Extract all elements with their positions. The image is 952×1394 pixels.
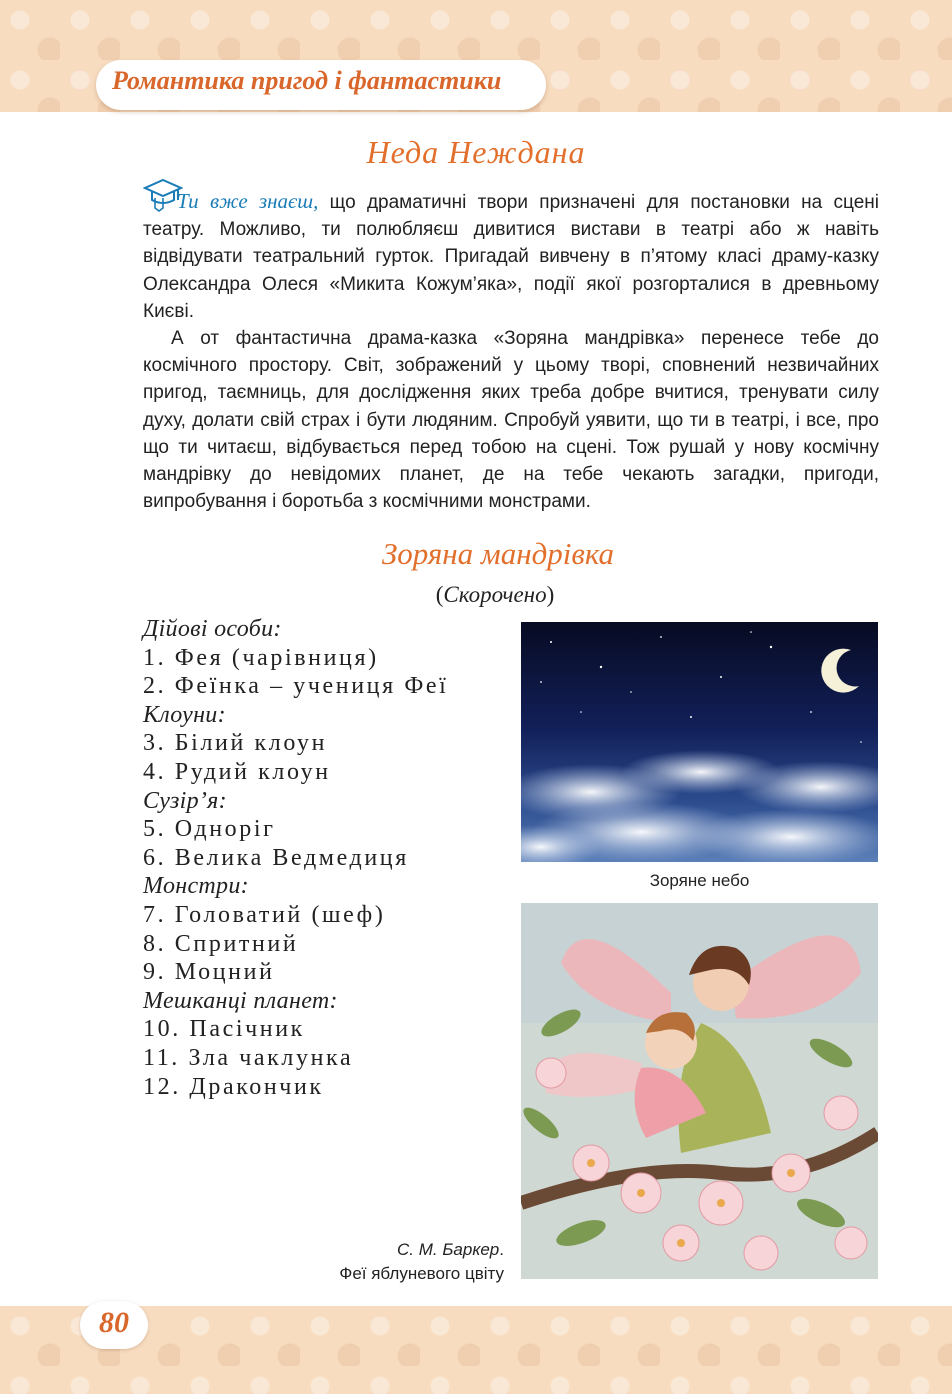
cast-item: 11. Зла чаклунка [143, 1044, 354, 1071]
cast-item: 9. Моцний [143, 959, 275, 986]
section-title: Романтика пригод і фантастики [112, 66, 502, 95]
you-already-know-label: Ти вже знаєш, [177, 189, 319, 213]
cast-group-heading: Монстри: [143, 873, 249, 900]
intro-paragraph-2: А от фантастична драма-казка «Зоряна мандрівка» перенесе тебе до космічного простору. Світ, зображений у цьому творі, сповнений незвичайних пригод, таємниць, для дослідження яких треба добре вчитися, тренувати силу духу, долати свій страх і бути людяним. Спробуй уявити, що ти в театрі, і все, про що ти читаєш, відбувається перед тобою на сцені. Тож рушай у нову космічну мандрівку до невідомих планет, де на тебе чекають загадки, пригоди, випробування і боротьба з космічними монстрами. [143, 328, 879, 513]
cast-item: 4. Рудий клоун [143, 758, 331, 785]
intro-text [143, 188, 879, 515]
cast-heading: Дійові особи: [143, 616, 282, 642]
cast-group-heading: Сузір’я: [143, 787, 227, 814]
page-number: 80 [99, 1306, 129, 1339]
cast-item: 2. Феїнка – учениця Феї [143, 673, 449, 700]
cast-item: 3. Білий клоун [143, 730, 328, 757]
fairies-caption-title: Феї яблуневого цвіту [339, 1264, 504, 1283]
starry-sky-image [521, 622, 878, 862]
author-heading: Неда Неждана [366, 134, 586, 170]
abridged-note: (Скорочено) [435, 582, 555, 607]
starry-sky-caption: Зоряне небо [649, 871, 750, 890]
cast-item: 6. Велика Ведмедиця [143, 844, 409, 871]
cast-item: 8. Спритний [143, 930, 299, 957]
cast-item: 7. Головатий (шеф) [143, 901, 386, 928]
cast-item: 12. Дракончик [143, 1073, 324, 1100]
intro-paragraph-1: Ти вже знаєш, що драматичні твори призначені для постановки на сцені театру. Можливо, ти полюбляєш дивитися вистави в театрі або ж навіть відвідувати театральний гурток. Пригадай вивчену в п’ятому класі драму-казку Олександра Олеся «Микита Кожум’яка», події якої розгорталися в древньому Києві. [143, 189, 880, 322]
cast-item: 10. Пасічник [143, 1016, 305, 1043]
cast-item: 5. Одноріг [143, 816, 276, 843]
play-title: Зоряна мандрівка [381, 536, 615, 571]
fairies-caption: С. М. Баркер. Феї яблуневого цвіту [250, 1238, 504, 1286]
cast-group-heading: Клоуни: [143, 701, 226, 728]
apple-blossom-fairies-image [521, 903, 878, 1279]
cast-list [143, 615, 448, 1101]
cast-item: 1. Фея (чарівниця) [143, 644, 379, 671]
cast-group-heading: Мешканці планет: [143, 987, 338, 1014]
fairies-caption-author: С. М. Баркер [397, 1240, 500, 1259]
